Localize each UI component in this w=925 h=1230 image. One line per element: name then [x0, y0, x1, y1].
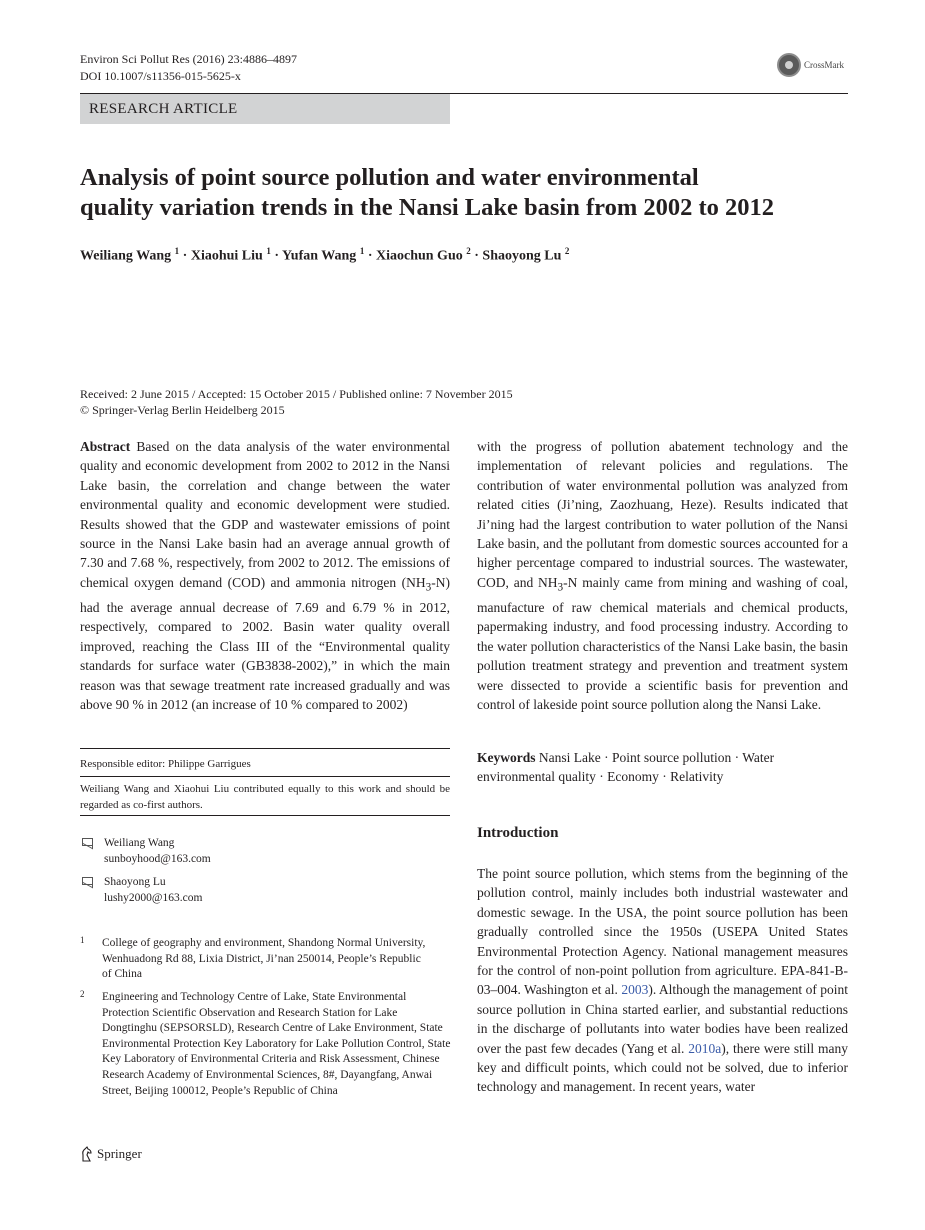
publication-dates [80, 386, 513, 418]
author-name[interactable]: Xiaohui Liu [190, 248, 263, 264]
contact-name: Weiliang Wang [104, 837, 175, 849]
title-line-2: quality variation trends in the Nansi Lake basin from 2002 to 2012 [80, 194, 775, 221]
author-name[interactable]: Weiliang Wang [80, 248, 172, 264]
author-affiliation: 2 [564, 246, 570, 256]
author-name[interactable]: Yufan Wang [281, 248, 357, 264]
intro-text-1: The point source pollution, which stems from the beginning of the pollution control, mainly includes both industrial wastewater and domestic sewage. In the USA, the point source pollution has been gradually controlled since the 1950s (USEPA United States Environmental Protection Agency. National management measures for the control of non-point pollution from agriculture. EPA-841-B-03–004. Washington et al. [477, 866, 848, 998]
keywords [477, 748, 848, 787]
author-name[interactable]: Xiaochun Guo [375, 248, 463, 264]
subscript: 3 [425, 581, 432, 594]
crossmark-label: CrossMark [804, 60, 844, 70]
abstract-text-2: -N) had the average annual decrease of 7.69 and 6.79 % in 2012, respectively, compared to 2002. Basin water quality overall improved, reaching the Class III of the “Environmental quality standards for surface water (GB3838-2002),” in which the main reason was that sewage treatment rate increased gradually and was above 90 % in 2012 (an increase of 10 % compared to 2002) [80, 574, 450, 712]
abstract-heading: Abstract [80, 439, 131, 454]
contact-email[interactable]: lushy2000@163.com [104, 892, 203, 904]
intro-text-2: ). Although the management of point source pollution in China started earlier, and substantial reductions in the discharge of pollutants into water bodies have been realized over the past few decades (Yang et al. [477, 982, 848, 1056]
subscript: 3 [557, 581, 564, 594]
affiliation-1: College of geography and environment, Shandong Normal University, Wenhuadong Rd 88, Lixia District, Ji’nan 250014, People’s Republic of China [102, 937, 426, 981]
footnote-rule [80, 748, 450, 749]
title-line-1: Analysis of point source pollution and water environmental [80, 164, 699, 191]
copyright: © Springer-Verlag Berlin Heidelberg 2015 [80, 403, 285, 417]
introduction-heading: Introduction [477, 825, 559, 841]
citation-link[interactable]: 2003 [621, 982, 649, 998]
author-affiliation: 1 [266, 246, 271, 256]
author-list [80, 246, 569, 265]
journal-citation: Environ Sci Pollut Res (2016) 23:4886–4897 [80, 52, 297, 66]
abstract-text-4: -N mainly came from mining and washing of coal, manufacture of raw chemical materials and chemical products, papermaking industry, and food processing industry. According to the water pollution characteristics of the Nansi Lake basin, the basin pollution treatment strategy and prevention and treatment system were dissected to provide a scientific basis for prevention and control of lakeside point source pollution along the Nansi Lake. [477, 574, 848, 712]
author-name[interactable]: Shaoyong Lu [482, 248, 562, 264]
article-title [80, 163, 860, 223]
contact-2 [104, 874, 202, 906]
springer-logo [80, 1146, 142, 1162]
citation-link[interactable]: 2010a [688, 1040, 722, 1056]
abstract-text-3: with the progress of pollution abatement technology and the implementation of relevant policies and regulations. The contribution of water environmental pollution was analyzed from related cities (Ji’ning, Zaozhuang, Heze). Results indicated that Ji’ning had the largest contribution to water pollution of the Nansi Lake basin, and the pollutant from domestic sources accounted for a higher percentage compared to industrial sources. The wastewater, COD, and NH [477, 439, 848, 590]
author-separator: · [179, 248, 191, 264]
affiliation-number: 2 [80, 989, 85, 999]
abstract-right [477, 437, 848, 714]
crossmark-badge[interactable] [777, 53, 844, 77]
doi: DOI 10.1007/s11356-015-5625-x [80, 69, 241, 83]
footnote-rule [80, 776, 450, 777]
author-separator: · [364, 248, 376, 264]
contact-email[interactable]: sunboyhood@163.com [104, 853, 211, 865]
abstract-text-1: Based on the data analysis of the water environmental quality and economic development from 2002 to 2012 in the Nansi Lake basin, the correlation and change between the water environmental quality and economic development were studied. Results showed that the GDP and wastewater emissions of point source in the Nansi Lake basin had an average annual growth of 7.30 and 7.68 %, respectively, from 2002 to 2012. The emissions of chemical oxygen demand (COD) and ammonia nitrogen (NH [80, 439, 450, 590]
author-affiliation: 2 [466, 246, 471, 256]
crossmark-icon [777, 53, 801, 77]
contact-name: Shaoyong Lu [104, 876, 166, 888]
keywords-text: Nansi Lake · Point source pollution · Water environmental quality · Economy · Relativity [477, 750, 775, 785]
contact-1 [104, 835, 211, 867]
publisher-name: Springer [97, 1146, 142, 1161]
abstract-left [80, 437, 450, 714]
keywords-heading: Keywords [477, 750, 536, 765]
author-separator: · [470, 248, 483, 264]
author-affiliation: 1 [174, 246, 180, 256]
intro-text-3: ), there were still many key and difficult points, which could not be solved, due to inferior technology and management. In recent years, water [477, 1040, 848, 1095]
history-dates: Received: 2 June 2015 / Accepted: 15 October 2015 / Published online: 7 November 2015 [80, 387, 513, 401]
author-affiliation: 1 [359, 246, 365, 256]
equal-contribution-note: Weiliang Wang and Xiaohui Liu contributed equally to this work and should be regarded as co-first authors. [80, 783, 450, 811]
footnote-rule [80, 815, 450, 816]
affiliation-2: Engineering and Technology Centre of Lake, State Environmental Protection Scientific Observation and Research Station for Lake Dongtinghu (SEPSORSLD), Research Centre of Lake Environment, State Environmental Protection Key Laboratory for Lake Pollution Control, State Key Laboratory of Environmental Criteria and Risk Assessment, Chinese Research Academy of Environmental Sciences, 8#, Dayangfang, Anwai Street, Beijing 100012, People’s Republic of China [102, 991, 451, 1097]
author-separator: · [270, 248, 282, 264]
article-type: RESEARCH ARTICLE [80, 94, 450, 124]
introduction-text [477, 864, 848, 1097]
responsible-editor: Responsible editor: Philippe Garrigues [80, 758, 251, 770]
affiliation-number: 1 [80, 935, 85, 945]
springer-horse-icon [80, 1146, 94, 1162]
